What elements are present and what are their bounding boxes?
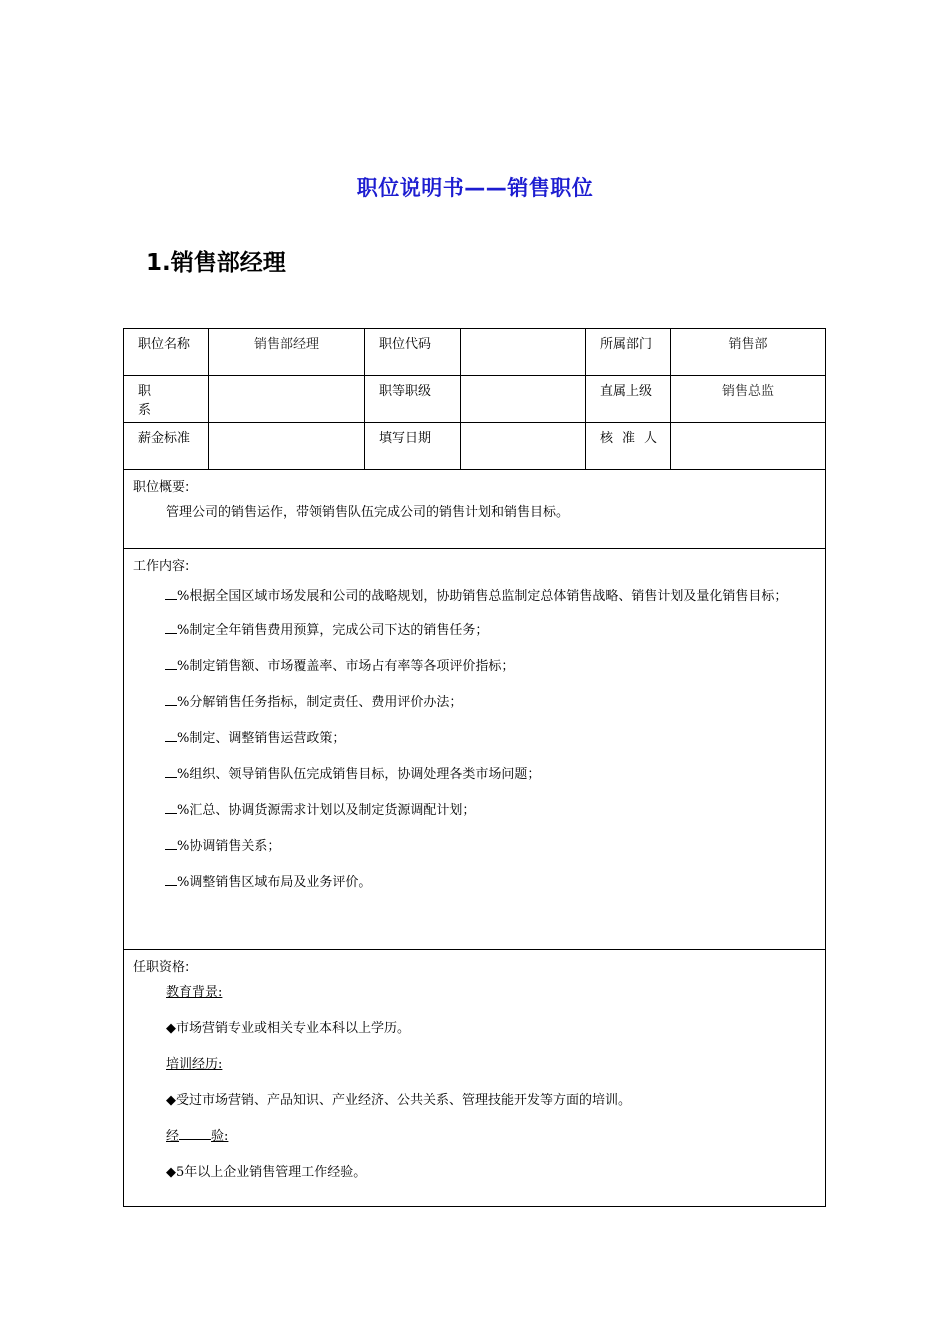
duty-text: 制定全年销售费用预算，完成公司下达的销售任务； <box>189 623 489 638</box>
bullet-icon: ◆ <box>166 1165 176 1180</box>
job-grade-value <box>461 376 586 423</box>
table-row <box>124 470 826 549</box>
qualifications-section <box>124 950 826 1207</box>
duties-list <box>133 580 815 901</box>
duty-marker: % <box>177 623 190 638</box>
approver-label: 核准人 <box>586 423 671 470</box>
overview-text: 管理公司的销售运作，带领销售队伍完成公司的销售计划和销售目标。 <box>166 505 570 520</box>
job-description-table <box>123 328 826 1207</box>
duty-text: 组织、领导销售队伍完成销售目标，协调处理各类市场问题； <box>189 767 541 782</box>
position-code-value <box>461 329 586 376</box>
experience-item: ◆5年以上企业销售管理工作经验。 <box>166 1165 367 1180</box>
duty-text: 制定、调整销售运营政策； <box>189 731 346 746</box>
fill-date-value <box>461 423 586 470</box>
table-row <box>124 329 826 376</box>
blank-line <box>165 659 177 670</box>
position-name-value: 销售部经理 <box>209 329 365 376</box>
job-family-label: 职系 <box>124 376 209 423</box>
experience-title: 经 验: <box>166 1129 229 1144</box>
table-row <box>124 549 826 950</box>
duty-text: 根据全国区域市场发展和公司的战略规划，协助销售总监制定总体销售战略、销售计划及量化销售目标； <box>189 589 788 604</box>
duty-text: 制定销售额、市场覆盖率、市场占有率等各项评价指标； <box>189 659 515 674</box>
duty-item <box>133 865 815 901</box>
duty-item <box>133 580 815 613</box>
duty-text: 协调销售关系； <box>189 839 281 854</box>
duty-item <box>133 793 815 829</box>
blank-line <box>165 767 177 778</box>
duty-item <box>133 649 815 685</box>
duty-marker: % <box>177 695 190 710</box>
duty-text: 分解销售任务指标，制定责任、费用评价办法； <box>189 695 463 710</box>
job-family-value <box>209 376 365 423</box>
blank-line <box>165 875 177 886</box>
salary-value <box>209 423 365 470</box>
duty-item <box>133 685 815 721</box>
duty-text: 汇总、协调货源需求计划以及制定货源调配计划； <box>189 803 476 818</box>
bullet-icon: ◆ <box>166 1093 176 1108</box>
position-name-label: 职位名称 <box>124 329 209 376</box>
blank-line <box>165 589 177 600</box>
blank-line <box>165 839 177 850</box>
fill-date-label: 填写日期 <box>365 423 461 470</box>
duty-item <box>133 721 815 757</box>
duty-marker: % <box>177 589 190 604</box>
duty-marker: % <box>177 875 190 890</box>
department-label: 所属部门 <box>586 329 671 376</box>
duty-marker: % <box>177 767 190 782</box>
supervisor-value: 销售总监 <box>671 376 826 423</box>
duty-item <box>133 757 815 793</box>
table-row <box>124 950 826 1207</box>
duties-section <box>124 549 826 950</box>
overview-section <box>124 470 826 549</box>
duty-marker: % <box>177 803 190 818</box>
position-code-label: 职位代码 <box>365 329 461 376</box>
section-heading: 1.销售部经理 <box>146 250 286 276</box>
duty-marker: % <box>177 839 190 854</box>
blank-line <box>165 695 177 706</box>
department-value: 销售部 <box>671 329 826 376</box>
duty-item <box>133 829 815 865</box>
duty-marker: % <box>177 731 190 746</box>
table-row <box>124 423 826 470</box>
blank-line <box>165 803 177 814</box>
duty-text: 调整销售区域布局及业务评价。 <box>189 875 372 890</box>
training-title: 培训经历: <box>166 1057 223 1072</box>
table-row <box>124 376 826 423</box>
approver-value <box>671 423 826 470</box>
bullet-icon: ◆ <box>166 1021 176 1036</box>
blank-line <box>165 623 177 634</box>
duties-title: 工作内容: <box>133 559 190 574</box>
duty-item <box>133 613 815 649</box>
blank-line <box>165 731 177 742</box>
duty-marker: % <box>177 659 190 674</box>
qualifications-title: 任职资格: <box>133 960 190 975</box>
overview-title: 职位概要: <box>133 480 190 495</box>
job-grade-label: 职等职级 <box>365 376 461 423</box>
supervisor-label: 直属上级 <box>586 376 671 423</box>
education-item: ◆市场营销专业或相关专业本科以上学历。 <box>166 1021 411 1036</box>
document-title: 职位说明书——销售职位 <box>356 176 594 200</box>
salary-label: 薪金标准 <box>124 423 209 470</box>
education-title: 教育背景: <box>166 985 223 1000</box>
training-item: ◆受过市场营销、产品知识、产业经济、公共关系、管理技能开发等方面的培训。 <box>166 1093 632 1108</box>
